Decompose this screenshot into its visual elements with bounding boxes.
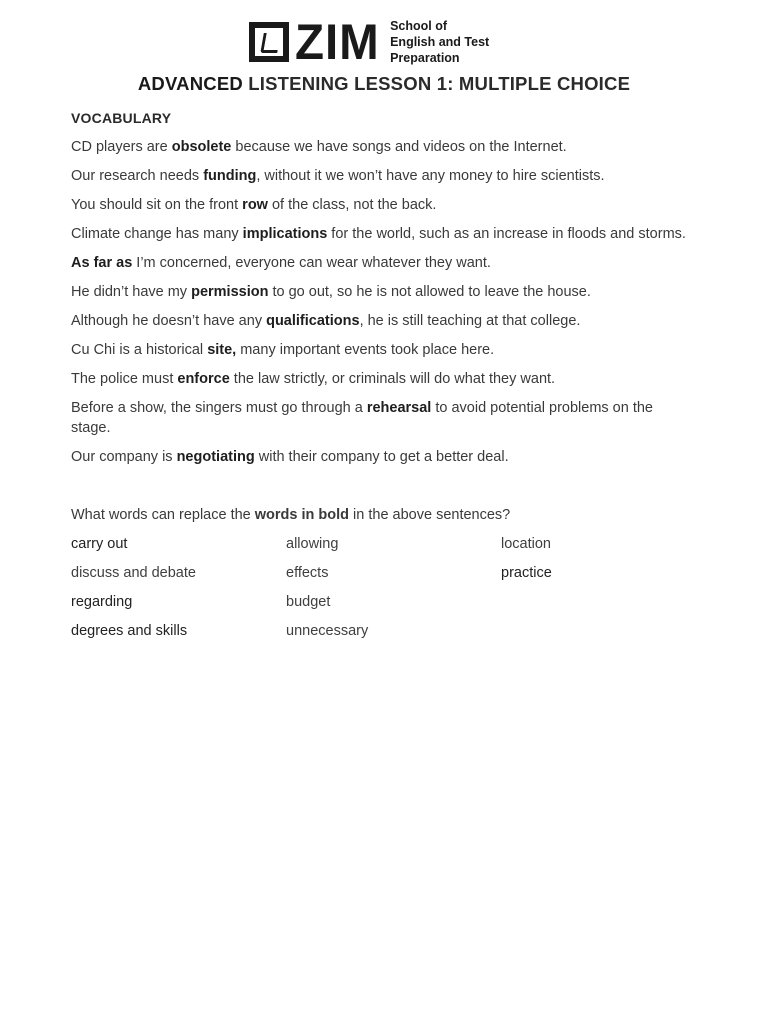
page-title	[0, 73, 768, 95]
word-options-grid	[71, 534, 691, 641]
option-word	[501, 592, 691, 612]
lesson-content	[71, 108, 691, 641]
vocab-sentence-6: He didn’t have my permission to go out, so he is not allowed to leave the house.	[71, 284, 591, 300]
vocabulary-heading: VOCABULARY	[71, 110, 172, 126]
bold-word: site,	[207, 342, 237, 358]
vocab-sentence-2: Our research needs funding, without it we won’t have any money to hire scientists.	[71, 168, 605, 184]
option-word: practice	[501, 565, 552, 581]
bold-word: As far as	[71, 255, 133, 271]
option-word: discuss and debate	[71, 565, 196, 581]
option-word	[501, 621, 691, 641]
bold-word: enforce	[177, 371, 230, 387]
vocab-sentence-7: Although he doesn’t have any qualifications, he is still teaching at that college.	[71, 313, 581, 329]
vocab-sentence-5: As far as I’m concerned, everyone can wear whatever they want.	[71, 255, 491, 271]
replacement-question: What words can replace the words in bold in the above sentences?	[71, 507, 511, 523]
bold-word: row	[242, 197, 268, 213]
sentence-list	[71, 137, 691, 467]
option-word: allowing	[286, 536, 339, 552]
title-level: ADVANCED	[137, 73, 243, 94]
vocab-sentence-3: You should sit on the front row of the class, not the back.	[71, 197, 437, 213]
vocab-sentence-4: Climate change has many implications for the world, such as an increase in floods and storms.	[71, 226, 686, 242]
option-word: location	[501, 536, 551, 552]
zim-logo	[249, 14, 495, 70]
vocab-sentence-8: Cu Chi is a historical site, many important events took place here.	[71, 342, 495, 358]
bold-word: funding	[203, 168, 257, 184]
bold-word: qualifications	[266, 313, 360, 329]
option-word: effects	[286, 565, 329, 581]
logo-wordmark: ZIM	[295, 14, 380, 70]
logo-tagline: School of English and Test Preparation	[390, 19, 490, 65]
vocab-sentence-11: Our company is negotiating with their company to get a better deal.	[71, 449, 509, 465]
bold-word: rehearsal	[366, 400, 432, 416]
option-word: budget	[286, 594, 331, 610]
option-word: unnecessary	[286, 623, 369, 639]
question-bold: words in bold	[254, 507, 350, 523]
vocab-sentence-10: Before a show, the singers must go through a rehearsal to avoid potential problems on the stage.	[71, 400, 653, 436]
option-word: carry out	[71, 536, 128, 552]
bold-word: permission	[191, 284, 269, 300]
bold-word: implications	[242, 226, 328, 242]
bold-word: obsolete	[171, 139, 232, 155]
title-lesson: LISTENING LESSON 1: MULTIPLE CHOICE	[248, 73, 631, 94]
vocab-sentence-1: CD players are obsolete because we have songs and videos on the Internet.	[71, 139, 567, 155]
vocab-sentence-9: The police must enforce the law strictly, or criminals will do what they want.	[71, 371, 556, 387]
logo-book-icon	[249, 22, 289, 62]
bold-word: negotiating	[176, 449, 255, 465]
option-word: regarding	[71, 594, 133, 610]
option-word: degrees and skills	[71, 623, 188, 639]
